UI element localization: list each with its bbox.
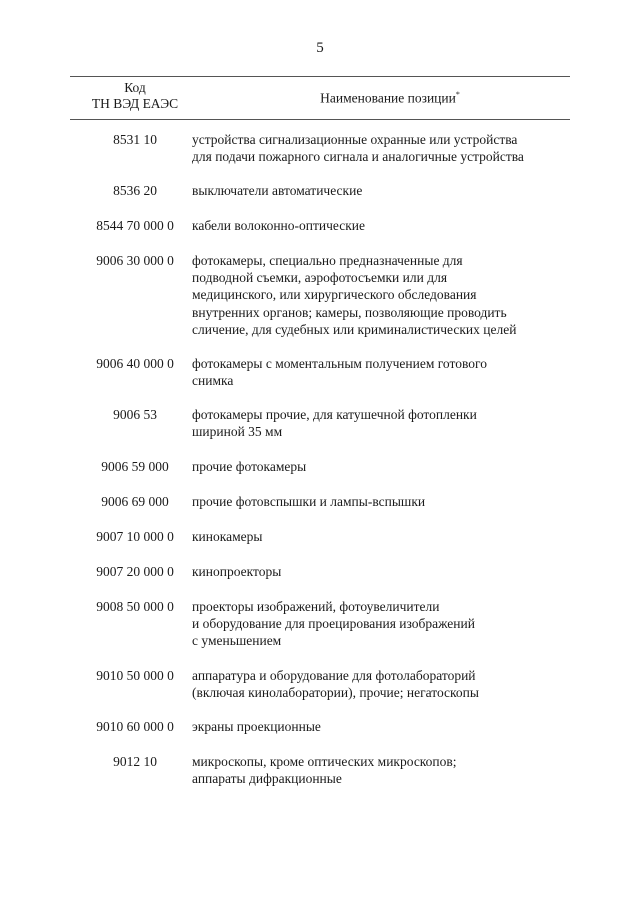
hs-code: 8531 10	[113, 132, 157, 147]
header-code-column	[70, 80, 200, 112]
description-line: экраны проекционные	[192, 719, 321, 734]
description-line: подводной съемки, аэрофотосъемки или для	[192, 270, 448, 286]
item-description	[192, 528, 572, 545]
item-description	[192, 493, 572, 510]
description-line: кинопроекторы	[192, 564, 282, 579]
page-number: 5	[316, 40, 324, 56]
description-line: выключатели автоматические	[192, 183, 363, 198]
item-description	[192, 563, 572, 580]
header-name-column	[210, 90, 570, 107]
item-description	[192, 718, 572, 735]
description-line: с уменьшением	[192, 633, 282, 649]
hs-code: 9006 53	[113, 407, 157, 422]
item-description	[192, 131, 572, 165]
header-footnote-mark: *	[455, 90, 460, 99]
hs-code: 9006 40 000 0	[96, 356, 174, 371]
description-line: снимка	[192, 373, 234, 389]
description-line: микроскопы, кроме оптических микроскопов;	[192, 754, 457, 769]
hs-code: 9012 10	[113, 754, 157, 769]
description-line: кабели волоконно-оптические	[192, 218, 366, 233]
hs-code: 9010 50 000 0	[96, 668, 174, 683]
description-line: устройства сигнализационные охранные или устройства	[192, 132, 518, 147]
description-line: сличение, для судебных или криминалистических целей	[192, 321, 517, 337]
item-description	[192, 182, 572, 199]
table-header	[70, 76, 570, 120]
hs-code: 9006 59 000	[101, 459, 169, 474]
header-code-line1: Код	[124, 80, 146, 95]
hs-code: 8536 20	[113, 183, 157, 198]
item-description	[192, 458, 572, 475]
description-line: шириной 35 мм	[192, 424, 283, 440]
description-line: прочие фотовспышки и лампы-вспышки	[192, 494, 426, 509]
description-line: аппаратура и оборудование для фотолабораторий	[192, 668, 476, 683]
description-line: аппараты дифракционные	[192, 771, 342, 787]
header-code-line2: ТН ВЭД ЕАЭС	[91, 96, 179, 111]
hs-code: 9007 20 000 0	[96, 564, 174, 579]
description-line: для подачи пожарного сигнала и аналогичные устройства	[192, 149, 524, 165]
item-description	[192, 252, 572, 338]
item-description	[192, 753, 572, 787]
description-line: фотокамеры с моментальным получением готового	[192, 356, 487, 371]
description-line: (включая кинолаборатории), прочие; негатоскопы	[192, 685, 479, 701]
item-description	[192, 598, 572, 650]
description-line: проекторы изображений, фотоувеличители	[192, 599, 440, 614]
hs-code: 9007 10 000 0	[96, 529, 174, 544]
description-line: медицинского, или хирургического обследования	[192, 287, 477, 303]
description-line: и оборудование для проецирования изображений	[192, 616, 475, 632]
description-line: прочие фотокамеры	[192, 459, 307, 474]
item-description	[192, 667, 572, 701]
description-line: кинокамеры	[192, 529, 263, 544]
header-name-label: Наименование позиции	[320, 90, 456, 106]
item-description	[192, 406, 572, 440]
description-line: внутренних органов; камеры, позволяющие проводить	[192, 304, 507, 320]
description-line: фотокамеры прочие, для катушечной фотопленки	[192, 407, 477, 422]
item-description	[192, 355, 572, 389]
hs-code: 8544 70 000 0	[96, 218, 174, 233]
hs-code: 9008 50 000 0	[96, 599, 174, 614]
item-description	[192, 217, 572, 234]
hs-code: 9006 69 000	[101, 494, 169, 509]
description-line: фотокамеры, специально предназначенные для	[192, 253, 463, 268]
hs-code: 9010 60 000 0	[96, 719, 174, 734]
hs-code: 9006 30 000 0	[96, 253, 174, 268]
